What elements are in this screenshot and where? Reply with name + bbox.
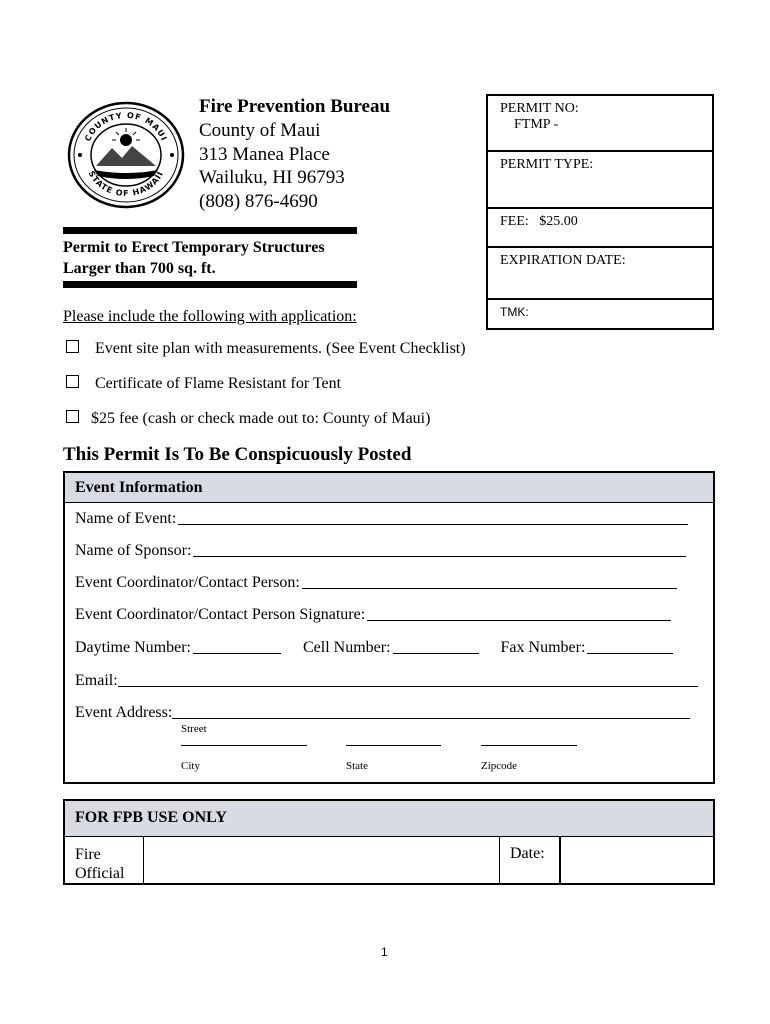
email-label: Email: (75, 672, 118, 689)
event-address-line[interactable] (172, 717, 690, 719)
coordinator-line[interactable] (302, 587, 677, 589)
tmk-cell[interactable] (488, 298, 712, 330)
fire-official-field[interactable] (145, 837, 499, 885)
coordinator-row[interactable] (75, 574, 677, 592)
checklist-item (66, 410, 430, 428)
permit-info-box (486, 94, 714, 330)
fire-official-label-line1: Fire (75, 846, 101, 863)
checkbox[interactable] (66, 375, 79, 388)
fire-official-label (75, 845, 124, 883)
permit-type-label: PERMIT TYPE: (500, 157, 594, 172)
checklist-item-label: $25 fee (cash or check made out to: County of Maui) (91, 410, 431, 427)
county-seal (66, 100, 186, 210)
checkbox[interactable] (66, 410, 79, 423)
page-number: 1 (381, 945, 388, 959)
checklist-item (66, 375, 341, 393)
fee-cell[interactable] (488, 207, 712, 246)
phone-numbers-row (75, 639, 673, 657)
fee-value: $25.00 (539, 214, 578, 229)
permit-title-line2: Larger than 700 sq. ft. (63, 260, 216, 277)
checklist-item-label: Certificate of Flame Resistant for Tent (95, 375, 342, 392)
include-heading: Please include the following with application: (63, 308, 357, 325)
cell-number-line[interactable] (393, 652, 479, 654)
city-line[interactable] (181, 745, 307, 746)
coordinator-signature-label: Event Coordinator/Contact Person Signature: (75, 606, 366, 623)
daytime-number-line[interactable] (193, 652, 281, 654)
fax-number-label: Fax Number: (500, 639, 586, 656)
zipcode-sublabel: Zipcode (481, 760, 518, 772)
date-label-divider (499, 837, 500, 883)
fire-official-divider (143, 837, 144, 883)
street-address: 313 Manea Place (199, 144, 330, 165)
expiration-cell[interactable] (488, 246, 712, 298)
coordinator-signature-row[interactable] (75, 606, 671, 624)
coordinator-label: Event Coordinator/Contact Person: (75, 574, 300, 591)
title-top-bar (63, 227, 357, 234)
date-label: Date: (510, 845, 545, 862)
tmk-label: TMK: (500, 305, 529, 319)
state-line[interactable] (346, 745, 441, 746)
event-address-row[interactable] (75, 704, 690, 722)
name-of-sponsor-label: Name of Sponsor: (75, 542, 192, 559)
fpb-heading: FOR FPB USE ONLY (65, 801, 713, 837)
state-sublabel: State (346, 760, 368, 772)
cell-number-label: Cell Number: (302, 639, 391, 656)
permit-no-value: FTMP - (514, 117, 559, 132)
fax-number-line[interactable] (587, 652, 673, 654)
date-field[interactable] (561, 837, 713, 885)
email-row[interactable] (75, 672, 698, 690)
checklist-item-label: Event site plan with measurements. (See Event Checklist) (95, 340, 466, 357)
daytime-number-label: Daytime Number: (75, 639, 191, 656)
name-of-event-row[interactable] (75, 510, 688, 528)
coordinator-signature-line[interactable] (367, 619, 671, 621)
city-address: Wailuku, HI 96793 (199, 167, 345, 188)
seal-top-text: COUNTY OF MAUI (83, 110, 169, 143)
event-address-label: Event Address: (75, 704, 173, 721)
email-line[interactable] (118, 685, 698, 687)
name-of-sponsor-row[interactable] (75, 542, 686, 560)
street-sublabel: Street (181, 723, 207, 735)
zipcode-line[interactable] (481, 745, 577, 746)
county-name: County of Maui (199, 120, 321, 141)
posted-notice: This Permit Is To Be Conspicuously Posted (63, 444, 412, 465)
fire-official-label-line2: Official (75, 865, 125, 882)
event-info-heading: Event Information (65, 473, 713, 503)
checklist-item (66, 340, 466, 358)
phone-number: (808) 876-4690 (199, 191, 318, 212)
checkbox[interactable] (66, 340, 79, 353)
fee-label: FEE: (500, 214, 529, 229)
fpb-use-only-section (63, 799, 715, 885)
seal-bottom-text: STATE OF HAWAII (86, 169, 166, 199)
permit-type-cell[interactable] (488, 150, 712, 207)
name-of-event-label: Name of Event: (75, 510, 177, 527)
permit-no-label: PERMIT NO: (500, 101, 579, 116)
permit-no-cell[interactable] (488, 96, 712, 150)
expiration-label: EXPIRATION DATE: (500, 253, 626, 268)
name-of-event-line[interactable] (178, 523, 688, 525)
name-of-sponsor-line[interactable] (193, 555, 686, 557)
title-bottom-bar (63, 281, 357, 288)
city-sublabel: City (181, 760, 200, 772)
event-information-section (63, 471, 715, 784)
permit-title-line1: Permit to Erect Temporary Structures (63, 239, 325, 256)
bureau-name: Fire Prevention Bureau (199, 96, 391, 117)
